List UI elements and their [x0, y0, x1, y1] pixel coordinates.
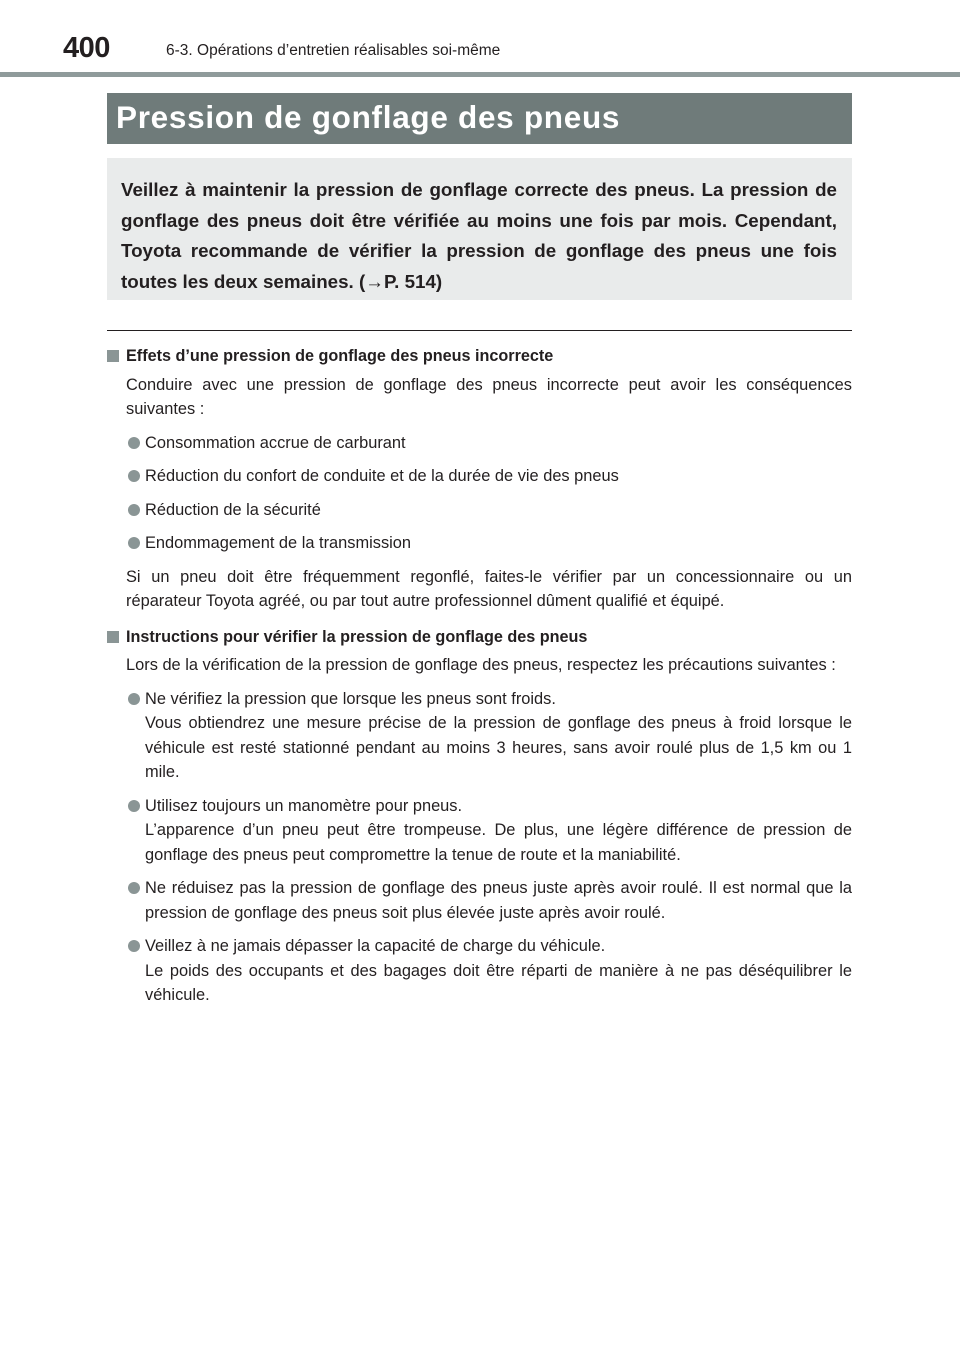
list-item-text: Ne vérifiez la pression que lorsque les pneus sont froids.: [145, 689, 556, 708]
list-item: [107, 464, 852, 489]
list-item-text: Réduction du confort de conduite et de la durée de vie des pneus: [145, 467, 619, 485]
list-item-detail: L’apparence d’un pneu peut être trompeuse. De plus, une légère différence de pression de gonflage des pneus peut compromettre la tenue de route et la maniabilité.: [145, 821, 852, 864]
section-divider: [107, 330, 852, 331]
list-item: [107, 876, 852, 925]
circle-bullet-icon: [128, 437, 140, 449]
section-note: Si un pneu doit être fréquemment regonflé, faites-le vérifier par un concessionnaire ou un réparateur Toyota agréé, ou par tout autre professionnel dûment qualifié et équipé.: [126, 567, 852, 610]
section-heading-effects: [107, 344, 852, 369]
chapter-title: 6-3. Opérations d’entretien réalisables soi-même: [166, 42, 501, 59]
circle-bullet-icon: [128, 800, 140, 812]
intro-text: Veillez à maintenir la pression de gonflage correcte des pneus. La pression de gonflage des pneus doit être vérifiée au moins une fois par mois. Cependant, Toyota recommande de vérifier la pression de gonflage des pneus une fois toutes les deux semaines. (→P. 514): [121, 179, 837, 292]
section-heading-text: Instructions pour vérifier la pression de gonflage des pneus: [126, 627, 588, 646]
circle-bullet-icon: [128, 882, 140, 894]
section-paragraph: Lors de la vérification de la pression de gonflage des pneus, respectez les précautions suivantes :: [126, 656, 836, 674]
section-heading-instructions: [107, 625, 852, 650]
circle-bullet-icon: [128, 504, 140, 516]
list-item-text: Réduction de la sécurité: [145, 500, 321, 519]
square-bullet-icon: [107, 350, 119, 362]
header-divider: [0, 72, 960, 77]
list-item: [107, 531, 852, 556]
square-bullet-icon: [107, 631, 119, 643]
list-item-text: Utilisez toujours un manomètre pour pneus.: [145, 796, 463, 815]
section-heading-text: Effets d’une pression de gonflage des pneus incorrecte: [126, 347, 554, 365]
list-item-text: Endommagement de la transmission: [145, 534, 412, 552]
circle-bullet-icon: [128, 537, 140, 549]
main-content: [107, 344, 852, 1017]
list-item: [107, 431, 852, 456]
section-paragraph: Conduire avec une pression de gonflage des pneus incorrecte peut avoir les conséquences suivantes :: [126, 375, 852, 418]
list-item: [107, 934, 852, 1008]
circle-bullet-icon: [128, 693, 140, 705]
list-item: [107, 687, 852, 785]
list-item-text: Ne réduisez pas la pression de gonflage des pneus juste après avoir roulé. Il est normal que la pression de gonflage des pneus soit plus élevée juste après avoir roulé.: [145, 879, 852, 922]
list-item-detail: Vous obtiendrez une mesure précise de la pression de gonflage des pneus à froid lorsque le véhicule est resté stationné pendant au moins 3 heures, sans avoir roulé plus de 1,5 km ou 1 mile.: [145, 714, 852, 781]
intro-box: [107, 158, 852, 300]
page-title: Pression de gonflage des pneus: [116, 99, 621, 135]
title-banner: [107, 93, 852, 144]
page-header: [0, 0, 960, 80]
list-item-detail: Le poids des occupants et des bagages doit être réparti de manière à ne pas déséquilibrer le véhicule.: [145, 961, 852, 1004]
list-item-text: Veillez à ne jamais dépasser la capacité de charge du véhicule.: [145, 937, 606, 955]
circle-bullet-icon: [128, 470, 140, 482]
list-item-text: Consommation accrue de carburant: [145, 433, 406, 452]
page-number: 400: [63, 32, 110, 64]
list-item: [107, 794, 852, 868]
list-item: [107, 498, 852, 523]
circle-bullet-icon: [128, 940, 140, 952]
